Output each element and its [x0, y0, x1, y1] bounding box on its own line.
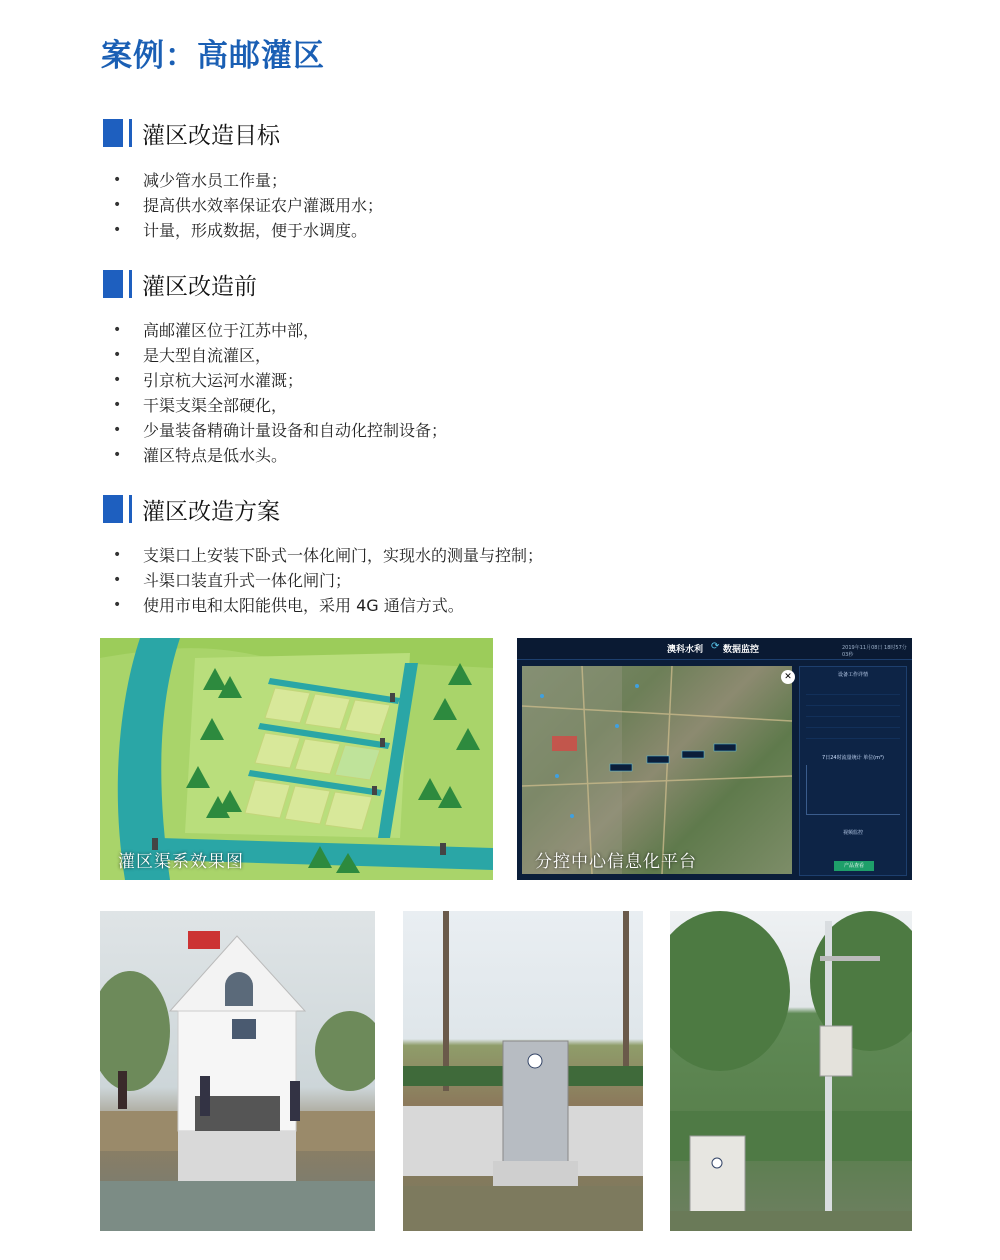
list-item: • 斗渠口装直升式一体化闸门； — [113, 568, 543, 593]
list-item: • 干渠支渠全部硬化， — [113, 393, 447, 418]
before-list — [113, 318, 447, 468]
heading-bar-icon — [103, 495, 123, 523]
device-details-table — [806, 684, 900, 744]
canal-map-illustration — [100, 638, 493, 880]
section-heading-text: 灌区改造目标 — [142, 122, 280, 149]
video-monitor-label: 视频监控 — [842, 830, 863, 836]
flow-chart-title: 7日24时流量统计 单位(m³) — [822, 755, 884, 761]
heading-bar-thin-icon — [129, 119, 132, 147]
gate-house-photo — [100, 911, 375, 1231]
goals-list — [113, 168, 383, 243]
list-item: • 提高供水效率保证农户灌溉用水； — [113, 193, 383, 218]
plan-list — [113, 543, 543, 618]
section-heading-text: 灌区改造前 — [142, 273, 257, 300]
gate-installation-illustration — [403, 911, 643, 1231]
platform-title: 数据监控 — [723, 645, 760, 655]
gate-house-illustration — [100, 911, 375, 1231]
list-item: • 支渠口上安装下卧式一体化闸门，实现水的测量与控制； — [113, 543, 543, 568]
list-item: • 高邮灌区位于江苏中部， — [113, 318, 447, 343]
satellite-map[interactable] — [522, 666, 792, 874]
heading-bar-icon — [103, 270, 123, 298]
platform-figure — [517, 638, 912, 880]
gate-installation-photo — [403, 911, 643, 1231]
page-title: 案例：高邮灌区 — [101, 38, 325, 74]
map-overlay — [522, 666, 792, 874]
list-item: • 是大型自流灌区， — [113, 343, 447, 368]
list-item: • 引京杭大运河水灌溉； — [113, 368, 447, 393]
section-heading-goals — [103, 118, 280, 148]
section-heading-before — [103, 269, 257, 299]
list-item: • 减少管水员工作量； — [113, 168, 383, 193]
list-item: • 计量，形成数据，便于水调度。 — [113, 218, 383, 243]
platform-timestamp: 2019年11月08日 18时57分03秒 — [842, 645, 907, 658]
platform-header — [517, 638, 912, 660]
recycle-icon: ⟳ — [711, 641, 720, 652]
section-heading-plan — [103, 494, 280, 524]
platform-caption: 分控中心信息化平台 — [535, 852, 697, 872]
device-panel — [799, 666, 907, 876]
product-view-button[interactable]: 产品查看 — [834, 861, 874, 871]
heading-bar-thin-icon — [129, 495, 132, 523]
monitoring-pole-illustration — [670, 911, 912, 1231]
list-item: • 灌区特点是低水头。 — [113, 443, 447, 468]
heading-bar-icon — [103, 119, 123, 147]
close-icon[interactable]: ✕ — [781, 670, 795, 684]
monitoring-pole-photo — [670, 911, 912, 1231]
heading-bar-thin-icon — [129, 270, 132, 298]
canal-map-figure — [100, 638, 493, 880]
device-panel-title: 设备工作详情 — [837, 672, 868, 678]
section-heading-text: 灌区改造方案 — [142, 498, 280, 525]
canal-map-caption: 灌区渠系效果图 — [118, 852, 244, 872]
platform-brand: 澳科水利 — [667, 645, 704, 655]
list-item: • 使用市电和太阳能供电，采用 4G 通信方式。 — [113, 593, 543, 618]
flow-chart-area — [806, 765, 900, 815]
list-item: • 少量装备精确计量设备和自动化控制设备； — [113, 418, 447, 443]
